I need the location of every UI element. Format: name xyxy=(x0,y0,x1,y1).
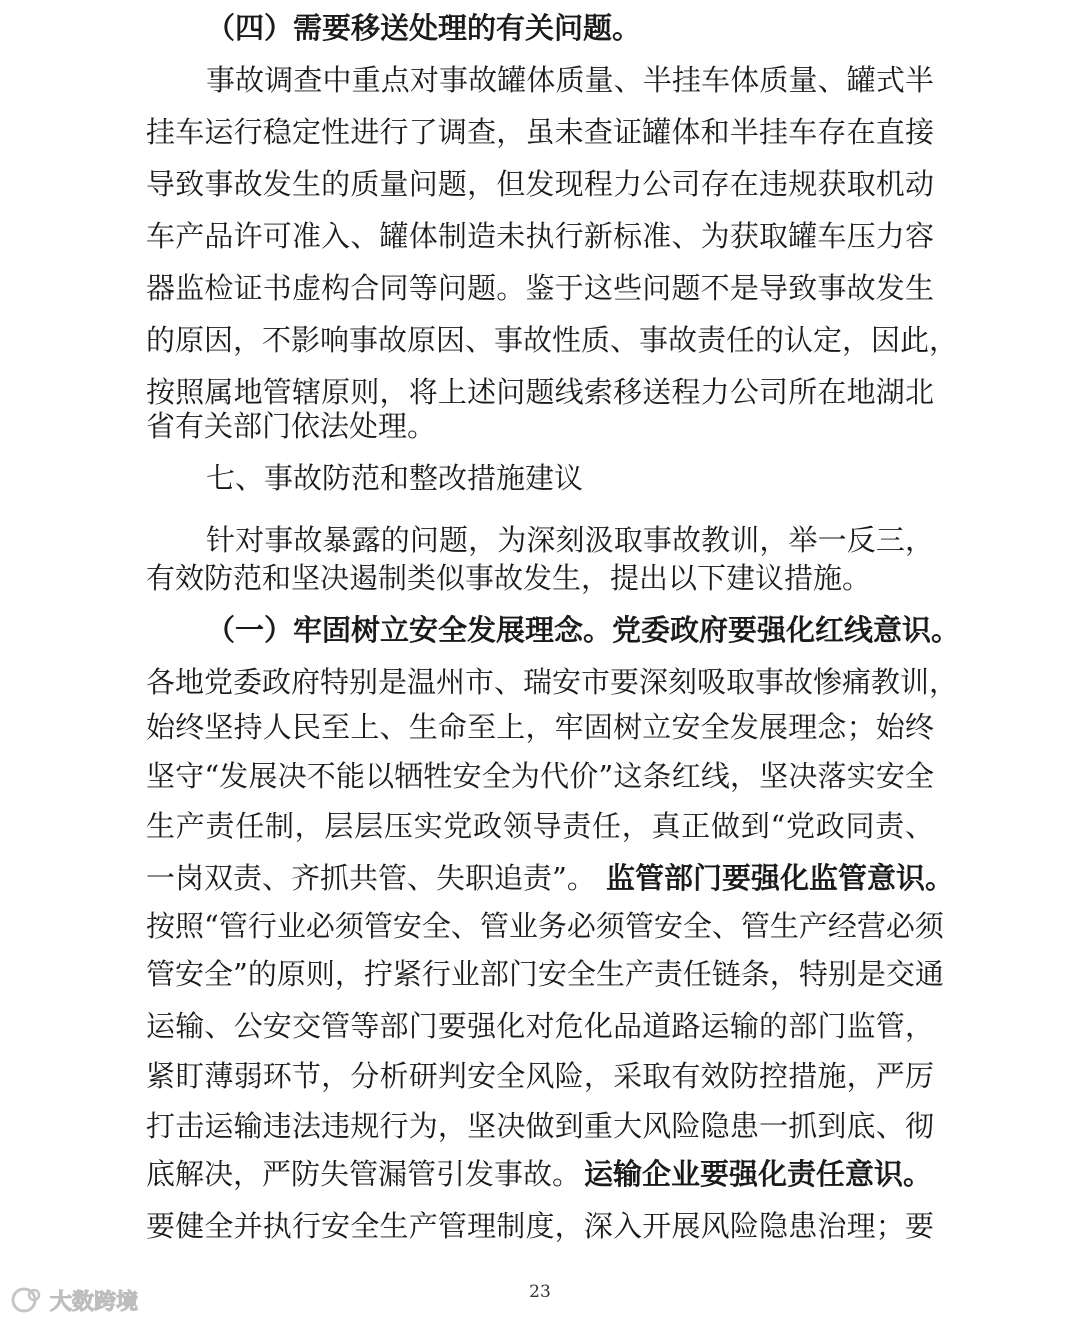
paragraph-1-line-4: 生产责任制，层层压实党政领导责任，真正做到“党政同责、 xyxy=(146,809,934,843)
paragraph-4-line-8: 省有关部门依法处理。 xyxy=(146,409,437,443)
paragraph-4-line-6: 的原因，不影响事故原因、事故性质、事故责任的认定，因此， xyxy=(146,323,959,357)
watermark-text: 大数跨境 xyxy=(50,1289,139,1315)
paragraph-1-line-3: 坚守“发展决不能以牺牲安全为代价”这条红线，坚决落实安全 xyxy=(146,759,934,793)
paragraph-1-line-7: 管安全”的原则，拧紧行业部门安全生产责任链条，特别是交通 xyxy=(146,957,944,991)
paragraph-1-line-12: 要健全并执行安全生产管理制度，深入开展风险隐患治理；要 xyxy=(146,1209,934,1243)
paragraph-1-line-5: 一岗双责、齐抓共管、失职追责”。 监管部门要强化监管意识。 xyxy=(0,852,1080,904)
paragraph-1-line-1: 各地党委政府特别是温州市、瑞安市要深刻吸取事故惨痛教训， xyxy=(146,665,959,699)
paragraph-4-line-4: 车产品许可准入、罐体制造未执行新标准、为获取罐车压力容 xyxy=(146,219,934,253)
paragraph-1-line-10: 打击运输违法违规行为，坚决做到重大风险隐患一抓到底、彻 xyxy=(146,1109,934,1143)
emphasis-enterprise: 运输企业要强化责任意识。 xyxy=(584,1157,933,1191)
section-7-heading: 七、事故防范和整改措施建议 xyxy=(206,461,584,495)
paragraph-4-line-5: 器监检证书虚构合同等问题。鉴于这些问题不是导致事故发生 xyxy=(146,271,934,305)
subheading-1: （一）牢固树立安全发展理念。党委政府要强化红线意识。 xyxy=(206,613,961,647)
paragraph-4-line-1: 事故调查中重点对事故罐体质量、半挂车体质量、罐式半 xyxy=(206,63,934,97)
paragraph-1-line-6: 按照“管行业必须管安全、管业务必须管安全、管生产经营必须 xyxy=(146,909,944,943)
paragraph-1-line-2: 始终坚持人民至上、生命至上，牢固树立安全发展理念；始终 xyxy=(146,710,934,744)
watermark xyxy=(10,1284,138,1316)
emphasis-supervision: 监管部门要强化监管意识。 xyxy=(606,861,955,895)
page-number: 23 xyxy=(529,1282,551,1302)
paragraph-4-line-7: 按照属地管辖原则，将上述问题线索移送程力公司所在地湖北 xyxy=(146,375,934,409)
paragraph-1-line-9: 紧盯薄弱环节，分析研判安全风险，采取有效防控措施，严厉 xyxy=(146,1059,934,1093)
paragraph-7-line-2: 有效防范和坚决遏制类似事故发生，提出以下建议措施。 xyxy=(146,561,872,595)
paragraph-4-line-2: 挂车运行稳定性进行了调查，虽未查证罐体和半挂车存在直接 xyxy=(146,115,934,149)
paragraph-4-line-3: 导致事故发生的质量问题，但发现程力公司存在违规获取机动 xyxy=(146,167,934,201)
paragraph-1-line-11: 底解决，严防失管漏管引发事故。 运输企业要强化责任意识。 xyxy=(0,1148,1080,1200)
paragraph-7-line-1: 针对事故暴露的问题，为深刻汲取事故教训，举一反三， xyxy=(206,523,934,557)
paragraph-1-line-8: 运输、公安交管等部门要强化对危化品道路运输的部门监管， xyxy=(146,1009,934,1043)
logo-mark-icon xyxy=(10,1286,44,1314)
subheading-4: （四）需要移送处理的有关问题。 xyxy=(206,11,642,45)
